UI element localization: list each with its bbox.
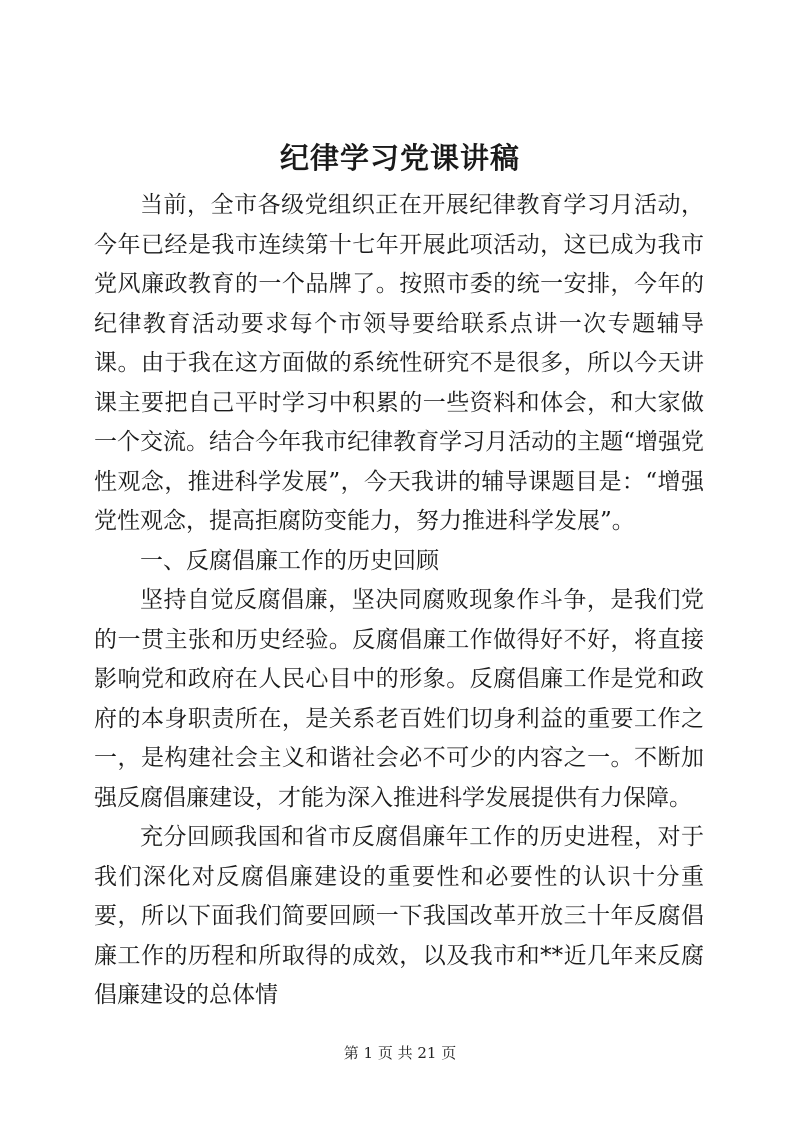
page-indicator: 第 1 页 共 21 页: [343, 1044, 457, 1062]
document-body: [94, 186, 704, 1016]
document-title: 纪律学习党课讲稿: [279, 141, 520, 175]
paragraph-section-1-a: 坚持自觉反腐倡廉，坚决同腐败现象作斗争，是我们党的一贯主张和历史经验。反腐倡廉工作做得好不好，将直接影响党和政府在人民心目中的形象。反腐倡廉工作是党和政府的本身职责所在，是关系老百姓们切身利益的重要工作之一，是构建社会主义和谐社会必不可少的内容之一。不断加强反腐倡廉建设，才能为深入推进科学发展提供有力保障。: [94, 587, 704, 811]
page-footer: [0, 1043, 800, 1063]
paragraph-intro: 当前，全市各级党组织正在开展纪律教育学习月活动，今年已经是我市连续第十七年开展此项活动，这已成为我市党风廉政教育的一个品牌了。按照市委的统一安排，今年的纪律教育活动要求每个市领导要给联系点讲一次专题辅导课。由于我在这方面做的系统性研究不是很多，所以今天讲课主要把自己平时学习中积累的一些资料和体会，和大家做一个交流。结合今年我市纪律教育学习月活动的主题“增强党性观念，推进科学发展”，今天我讲的辅导课题目是：“增强党性观念，提高拒腐防变能力，努力推进科学发展”。: [94, 192, 704, 534]
paragraph-section-1-b: 充分回顾我国和省市反腐倡廉年工作的历史进程，对于我们深化对反腐倡廉建设的重要性和必要性的认识十分重要，所以下面我们简要回顾一下我国改革开放三十年反腐倡廉工作的历程和所取得的成效，以及我市和**近几年来反腐倡廉建设的总体情: [94, 824, 704, 1008]
section-heading-1: 一、反腐倡廉工作的历史回顾: [140, 547, 439, 574]
